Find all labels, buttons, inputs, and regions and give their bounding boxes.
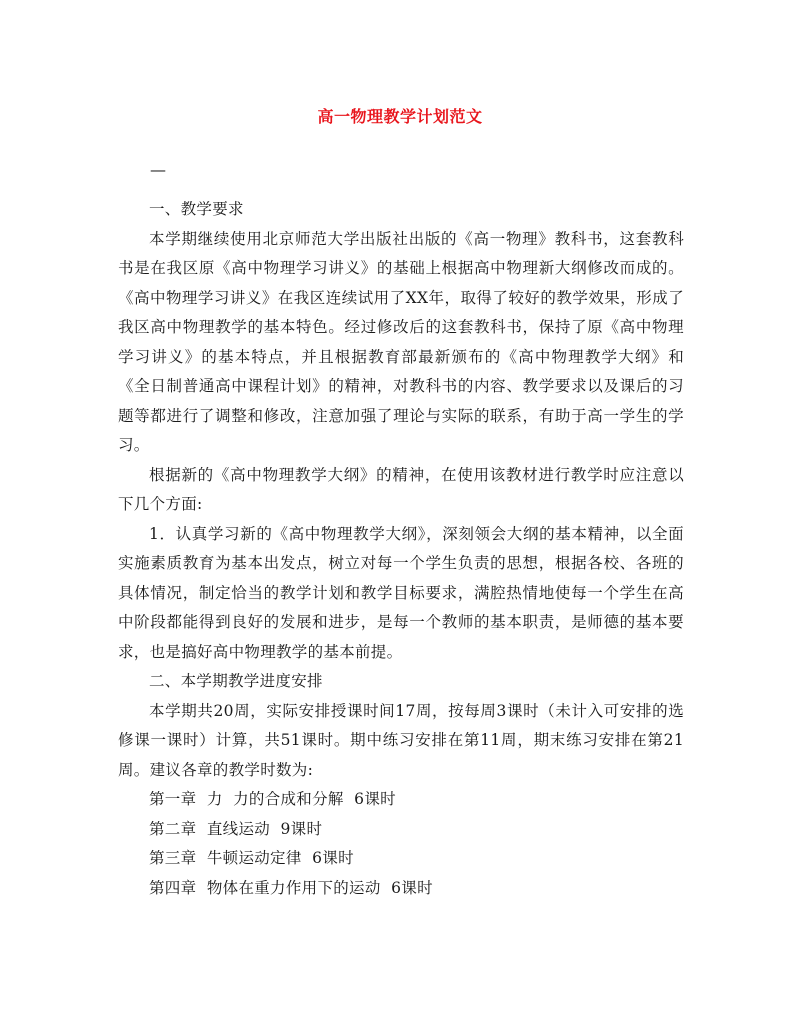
chapter-item-2: 第二章 直线运动 9课时	[149, 819, 323, 838]
document-title: 高一物理教学计划范文	[317, 107, 483, 126]
chapter-item-1: 第一章 力 力的合成和分解 6课时	[149, 790, 396, 808]
document-body	[118, 195, 684, 903]
paragraph-syllabus-notes: 根据新的《高中物理教学大纲》的精神，在使用该教材进行教学时应注意以下几个方面:	[118, 465, 684, 513]
section-heading-teaching-requirements: 一、教学要求	[149, 200, 244, 218]
paragraph-schedule: 本学期共20周，实际安排授课时间17周，按每周3课时（未计入可安排的选修课一课时）计算，共51课时。期中练习安排在第11周，期末练习安排在第21周。建议各章的教学时数为:	[118, 701, 684, 779]
section-heading-schedule: 二、本学期教学进度安排	[149, 672, 323, 690]
paragraph-point-1: 1．认真学习新的《高中物理教学大纲》，深刻领会大纲的基本精神，以全面实施素质教育为基本出发点，树立对每一个学生负责的思想，根据各校、各班的具体情况，制定恰当的教学计划和教学目标要求，满腔热情地使每一个学生在高中阶段都能得到良好的发展和进步，是每一个教师的基本职责，是师德的基本要求，也是搞好高中物理教学的基本前提。	[118, 524, 684, 661]
paragraph-textbook-intro: 本学期继续使用北京师范大学出版社出版的《高一物理》教科书，这套教科书是在我区原《高中物理学习讲义》的基础上根据高中物理新大纲修改而成的。《高中物理学习讲义》在我区连续试用了XX年，取得了较好的教学效果，形成了我区高中物理教学的基本特色。经过修改后的这套教科书，保持了原《高中物理学习讲义》的基本特点，并且根据教育部最新颁布的《高中物理教学大纲》和《全日制普通高中课程计划》的精神，对教科书的内容、教学要求以及课后的习题等都进行了调整和修改，注意加强了理论与实际的联系，有助于高一学生的学习。	[118, 229, 684, 454]
chapter-item-4: 第四章 物体在重力作用下的运动 6课时	[149, 878, 433, 897]
chapter-item-3: 第三章 牛顿运动定律 6课时	[149, 849, 354, 867]
separator-dash: —	[150, 160, 166, 179]
